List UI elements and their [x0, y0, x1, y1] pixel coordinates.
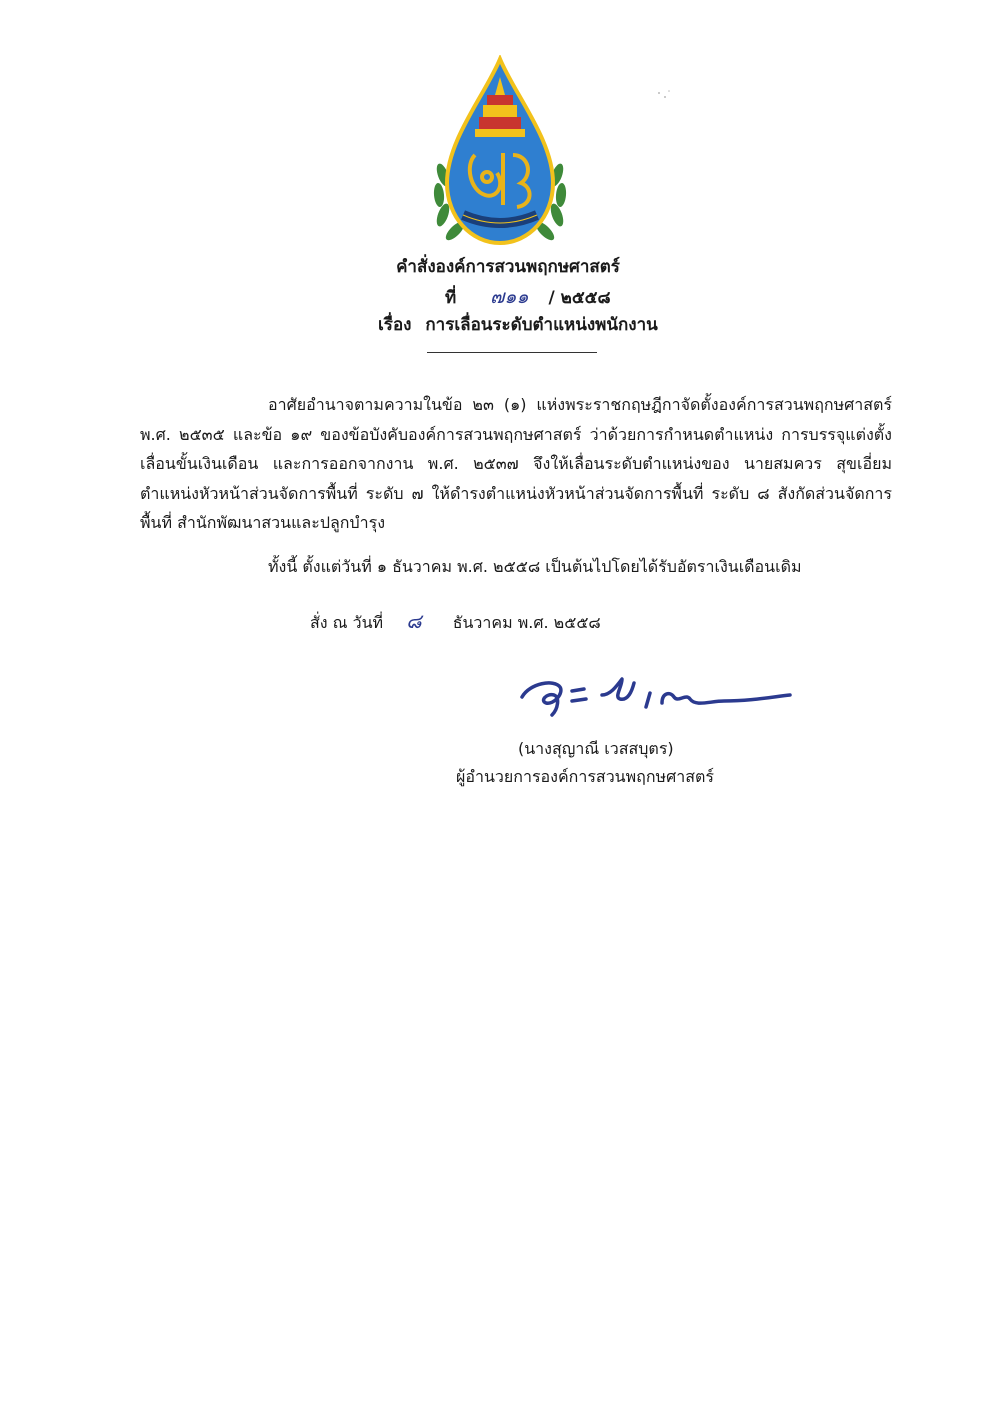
signer-name: (นางสุญาณี เวสสบุตร) [518, 739, 674, 758]
order-number-line [445, 282, 611, 312]
effective-date-text: ทั้งนี้ ตั้งแต่วันที่ ๑ ธันวาคม พ.ศ. ๒๕๕๘ เป็นต้นไปโดยได้รับอัตราเงินเดือนเดิม [268, 557, 802, 576]
order-label: ที่ [445, 288, 457, 308]
body-line: พื้นที่ สำนักพัฒนาสวนและปลูกบำรุง [140, 513, 386, 532]
body-line: พ.ศ. ๒๕๓๕ และข้อ ๑๙ ของข้อบังคับองค์การสวนพฤกษศาสตร์ ว่าด้วยการกำหนดตำแหน่ง การบรรจุแต่งตั้ง [140, 424, 892, 444]
order-year: / ๒๕๕๘ [548, 288, 611, 308]
ordered-prefix: สั่ง ณ วันที่ [310, 613, 384, 632]
ordered-day: ๘ [406, 609, 422, 633]
signer-title: ผู้อำนวยการองค์การสวนพฤกษศาสตร์ [456, 767, 714, 786]
ordered-month-year: ธันวาคม พ.ศ. ๒๕๕๘ [452, 613, 601, 632]
scan-noise [655, 85, 675, 105]
ordered-date-line [310, 605, 601, 637]
subject-label: เรื่อง [378, 315, 412, 335]
subject-line [378, 311, 658, 338]
body-line: อาศัยอำนาจตามความในข้อ ๒๓ (๑) แห่งพระราชกฤษฎีกาจัดตั้งองค์การสวนพฤกษศาสตร์ [268, 395, 892, 414]
body-paragraph [140, 390, 892, 538]
header-divider [427, 352, 597, 353]
body-line: เลื่อนขั้นเงินเดือน และการออกจากงาน พ.ศ. ๒๕๓๗ จึงให้เลื่อนระดับตำแหน่งของ นายสมควร สุขเอี่ยม [140, 454, 892, 473]
subject-text: การเลื่อนระดับตำแหน่งพนักงาน [425, 315, 658, 335]
body-line: ตำแหน่งหัวหน้าส่วนจัดการพื้นที่ ระดับ ๗ ให้ดำรงตำแหน่งหัวหน้าส่วนจัดการพื้นที่ ระดับ ๘ สังกัดส่วนจัดการ [140, 483, 892, 503]
handwritten-signature [510, 665, 800, 725]
order-number: ๗๑๑ [490, 286, 529, 308]
document-title: คำสั่งองค์การสวนพฤกษศาสตร์ [396, 257, 620, 277]
organization-emblem [425, 55, 575, 250]
